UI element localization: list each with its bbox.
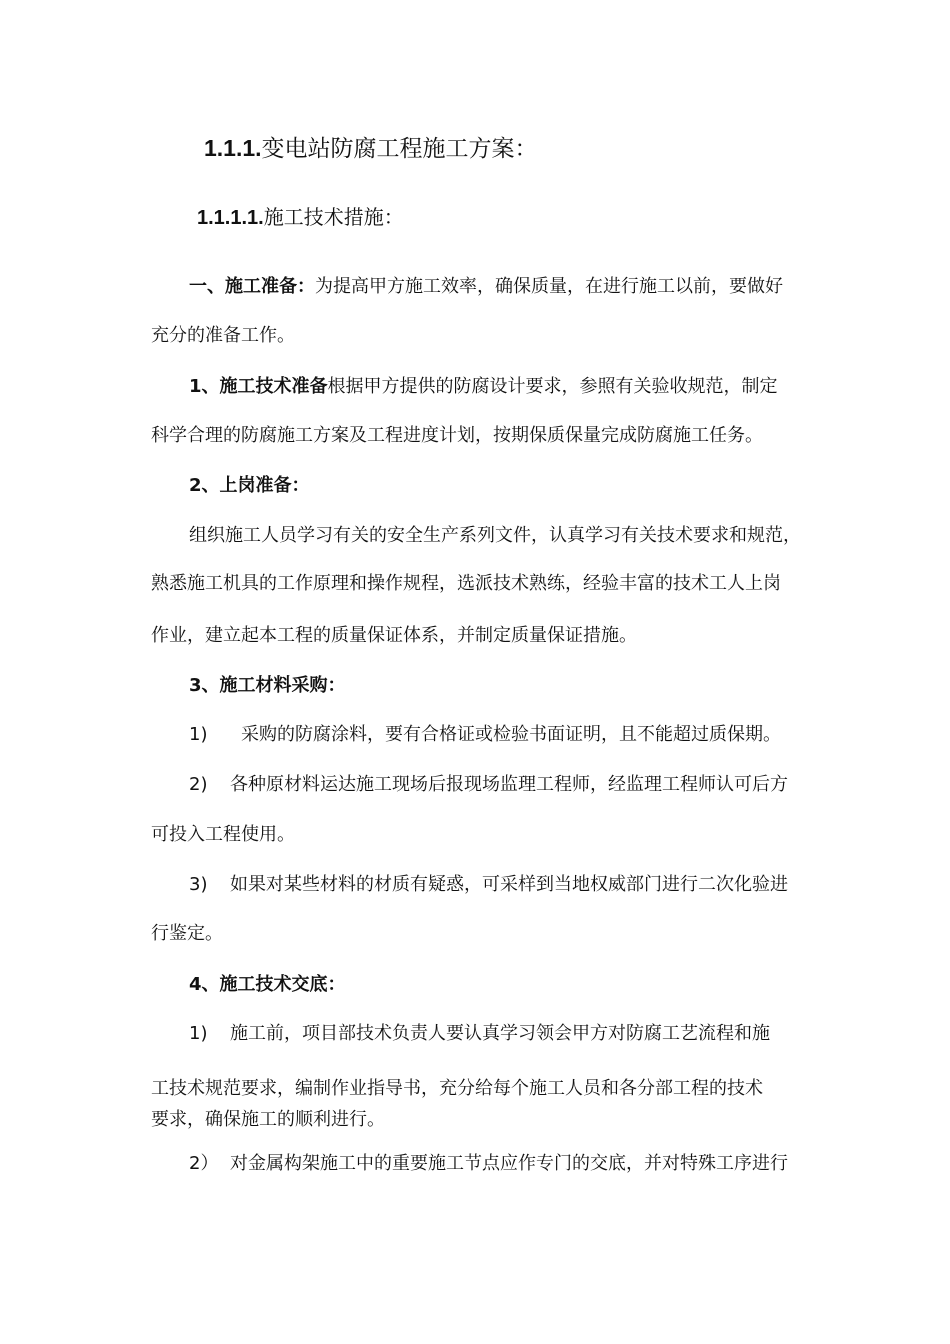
item-4-sub-1-text: 施工前，项目部技术负责人要认真学习领会甲方对防腐工艺流程和施 [230, 1023, 770, 1044]
item-3-sub-2-line-1 [189, 773, 788, 797]
section-1-text: 为提高甲方施工效率，确保质量，在进行施工以前，要做好 [315, 276, 783, 297]
item-1-text: 根据甲方提供的防腐设计要求，参照有关验收规范，制定 [327, 376, 778, 397]
heading-1 [204, 133, 538, 164]
item-4-sub-2-marker: 2） [189, 1153, 219, 1174]
item-2-line-2: 熟悉施工机具的工作原理和操作规程，选派技术熟练，经验丰富的技术工人上岗 [151, 573, 781, 594]
item-3-sub-1 [189, 723, 781, 747]
item-1-line-1 [189, 375, 778, 399]
item-3-sub-3-text: 如果对某些材料的材质有疑惑，可采样到当地权威部门进行二次化验进 [230, 874, 788, 895]
heading-1-number: 1.1.1. [204, 135, 262, 161]
item-3-sub-3-line-1 [189, 873, 788, 897]
section-1-line-1 [189, 275, 783, 299]
section-1-label: 一、施工准备： [189, 276, 315, 297]
heading-2 [197, 203, 404, 232]
item-4-sub-1-line-1 [189, 1022, 770, 1046]
item-2-line-1: 组织施工人员学习有关的安全生产系列文件，认真学习有关技术要求和规范， [189, 525, 801, 546]
item-2-label: 2、上岗准备： [189, 475, 310, 496]
item-1-line-2: 科学合理的防腐施工方案及工程进度计划，按期保质保量完成防腐施工任务。 [151, 425, 763, 446]
item-3-sub-2-line-2: 可投入工程使用。 [151, 824, 295, 845]
item-3-label: 3、施工材料采购： [189, 675, 346, 696]
item-4-sub-2 [189, 1152, 788, 1176]
heading-2-number: 1.1.1.1. [197, 207, 264, 229]
item-3-sub-1-marker: 1) [189, 724, 208, 745]
item-3-sub-2-marker: 2) [189, 774, 208, 795]
item-4-sub-1-line-2: 工技术规范要求，编制作业指导书，充分给每个施工人员和各分部工程的技术 [151, 1078, 763, 1099]
item-3-sub-1-text: 采购的防腐涂料，要有合格证或检验书面证明，且不能超过质保期。 [241, 724, 781, 745]
item-4-sub-2-text: 对金属构架施工中的重要施工节点应作专门的交底，并对特殊工序进行 [230, 1153, 788, 1174]
item-3-sub-2-text: 各种原材料运达施工现场后报现场监理工程师，经监理工程师认可后方 [230, 774, 788, 795]
section-1-line-2: 充分的准备工作。 [151, 325, 295, 346]
item-4-label: 4、施工技术交底： [189, 974, 346, 995]
item-3-sub-3-marker: 3) [189, 874, 208, 895]
item-4-sub-1-marker: 1) [189, 1023, 208, 1044]
item-3-sub-3-line-2: 行鉴定。 [151, 923, 223, 944]
heading-1-title: 变电站防腐工程施工方案： [261, 136, 538, 162]
heading-2-title: 施工技术措施： [263, 205, 404, 229]
item-1-label: 1、施工技术准备 [189, 376, 328, 397]
item-2-line-3: 作业，建立起本工程的质量保证体系，并制定质量保证措施。 [151, 625, 637, 646]
item-4-sub-1-line-3: 要求，确保施工的顺利进行。 [151, 1109, 385, 1130]
